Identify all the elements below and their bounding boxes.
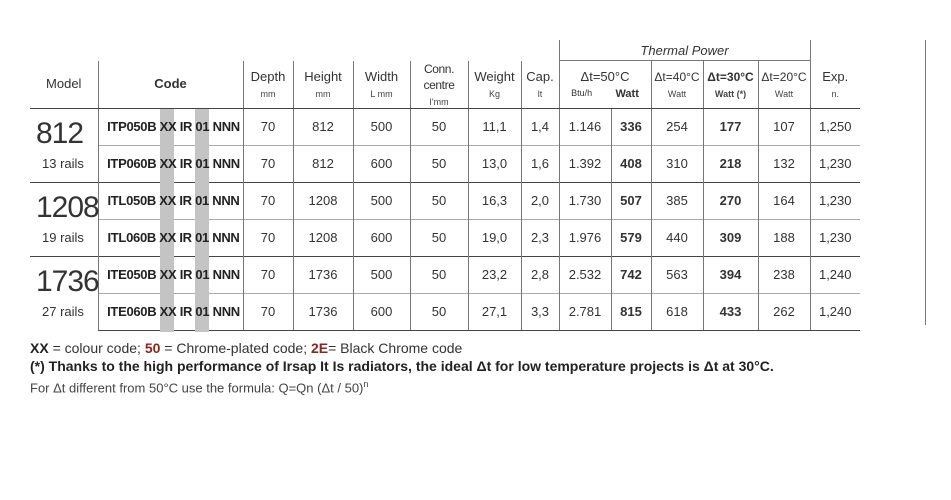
btu-value: 1.730 (559, 182, 611, 219)
watt30-value: 218 (703, 145, 758, 182)
legend-xx-key: XX (30, 340, 49, 356)
watt30-value: 177 (703, 108, 758, 145)
header-depth: Depth mm (243, 61, 293, 109)
conn-value: 50 (410, 145, 468, 182)
header-dt50: Δt=50°C Btu/h Watt (559, 61, 651, 109)
watt20-value: 262 (758, 293, 810, 330)
depth-value: 70 (243, 108, 293, 145)
model-number: 812 (36, 116, 84, 150)
legend-chrome-key: 50 (144, 340, 161, 356)
table-row (30, 293, 860, 330)
watt30-value: 433 (703, 293, 758, 330)
watt50-value: 579 (611, 219, 651, 256)
width-value: 500 (353, 256, 410, 293)
width-value: 600 (353, 293, 410, 330)
watt50-value: 408 (611, 145, 651, 182)
conn-value: 50 (410, 108, 468, 145)
header-capacity: Cap. lt (521, 61, 559, 109)
legend-formula-exponent: n (363, 379, 369, 389)
weight-value: 13,0 (468, 145, 521, 182)
header-dt50-btu: Btu/h (571, 87, 593, 98)
legend-black-key: 2E (310, 340, 329, 356)
height-value: 1736 (293, 293, 353, 330)
product-code: ITL060B XX IR 01 NNN (98, 219, 243, 256)
header-weight: Weight Kg (468, 61, 521, 109)
header-code: Code (98, 61, 243, 109)
spec-table (30, 40, 860, 331)
watt20-value: 188 (758, 219, 810, 256)
watt50-value: 336 (611, 108, 651, 145)
capacity-value: 1,4 (521, 108, 559, 145)
product-code: ITE050B XX IR 01 NNN (98, 256, 243, 293)
exp-value: 1,230 (810, 145, 860, 182)
model-cell (30, 108, 98, 182)
legend-note: (*) Thanks to the high performance of Irsap It Is radiators, the ideal Δt for low temperature projects is Δt at 30°C. (30, 358, 774, 374)
conn-value: 50 (410, 293, 468, 330)
header-dt20: Δt=20°C Watt (758, 61, 810, 109)
watt30-value: 270 (703, 182, 758, 219)
watt30-value: 394 (703, 256, 758, 293)
product-code: ITL050B XX IR 01 NNN (98, 182, 243, 219)
exp-value: 1,250 (810, 108, 860, 145)
model-number: 1208 (36, 190, 99, 224)
capacity-value: 2,0 (521, 182, 559, 219)
weight-value: 19,0 (468, 219, 521, 256)
legend-chrome-text: = Chrome-plated code; (160, 340, 311, 356)
product-code: ITP060B XX IR 01 NNN (98, 145, 243, 182)
watt40-value: 440 (651, 219, 703, 256)
exp-value: 1,230 (810, 182, 860, 219)
watt20-value: 107 (758, 108, 810, 145)
height-value: 1736 (293, 256, 353, 293)
product-code: ITE060B XX IR 01 NNN (98, 293, 243, 330)
watt40-value: 310 (651, 145, 703, 182)
btu-value: 1.392 (559, 145, 611, 182)
watt20-value: 164 (758, 182, 810, 219)
model-rails: 19 rails (42, 229, 84, 245)
exp-value: 1,230 (810, 219, 860, 256)
btu-value: 1.976 (559, 219, 611, 256)
table-row (30, 219, 860, 256)
legend-xx-text: = colour code; (48, 340, 145, 356)
capacity-value: 2,8 (521, 256, 559, 293)
height-value: 1208 (293, 182, 353, 219)
weight-value: 23,2 (468, 256, 521, 293)
header-model: Model (30, 61, 98, 109)
btu-value: 2.781 (559, 293, 611, 330)
header-dt30: Δt=30°C Watt (*) (703, 61, 758, 109)
capacity-value: 2,3 (521, 219, 559, 256)
height-value: 812 (293, 108, 353, 145)
watt40-value: 563 (651, 256, 703, 293)
width-value: 600 (353, 145, 410, 182)
watt50-value: 742 (611, 256, 651, 293)
btu-value: 2.532 (559, 256, 611, 293)
capacity-value: 3,3 (521, 293, 559, 330)
header-conn-centre: Conn. centre I'mm (410, 61, 468, 109)
capacity-value: 1,6 (521, 145, 559, 182)
header-height: Height mm (293, 61, 353, 109)
exp-value: 1,240 (810, 293, 860, 330)
watt50-value: 507 (611, 182, 651, 219)
weight-value: 27,1 (468, 293, 521, 330)
weight-value: 11,1 (468, 108, 521, 145)
header-dt50-watt: Watt (615, 87, 639, 100)
depth-value: 70 (243, 145, 293, 182)
thermal-power-title: Thermal Power (559, 40, 810, 61)
watt40-value: 254 (651, 108, 703, 145)
depth-value: 70 (243, 182, 293, 219)
table-right-rule (925, 40, 926, 325)
exp-value: 1,240 (810, 256, 860, 293)
watt20-value: 132 (758, 145, 810, 182)
watt20-value: 238 (758, 256, 810, 293)
model-cell (30, 182, 98, 256)
model-number: 1736 (36, 264, 99, 298)
table-row (30, 108, 860, 145)
conn-value: 50 (410, 219, 468, 256)
depth-value: 70 (243, 219, 293, 256)
table-row (30, 145, 860, 182)
weight-value: 16,3 (468, 182, 521, 219)
height-value: 812 (293, 145, 353, 182)
depth-value: 70 (243, 293, 293, 330)
legend-formula-text: For Δt different from 50°C use the formula: Q=Qn (Δt / 50) (30, 380, 364, 396)
header-width: Width L mm (353, 61, 410, 109)
model-rails: 13 rails (42, 155, 84, 171)
height-value: 1208 (293, 219, 353, 256)
width-value: 500 (353, 182, 410, 219)
model-cell (30, 256, 98, 330)
legend-codes (30, 339, 930, 357)
legend (30, 339, 930, 397)
depth-value: 70 (243, 256, 293, 293)
header-dt40: Δt=40°C Watt (651, 61, 703, 109)
watt40-value: 385 (651, 182, 703, 219)
width-value: 500 (353, 108, 410, 145)
table-row (30, 256, 860, 293)
legend-formula (30, 375, 930, 397)
width-value: 600 (353, 219, 410, 256)
watt30-value: 309 (703, 219, 758, 256)
conn-value: 50 (410, 256, 468, 293)
conn-value: 50 (410, 182, 468, 219)
watt40-value: 618 (651, 293, 703, 330)
product-code: ITP050B XX IR 01 NNN (98, 108, 243, 145)
btu-value: 1.146 (559, 108, 611, 145)
header-exp: Exp. n. (810, 61, 860, 109)
model-rails: 27 rails (42, 303, 84, 319)
table-row (30, 182, 860, 219)
legend-black-text: = Black Chrome code (328, 340, 463, 356)
watt50-value: 815 (611, 293, 651, 330)
